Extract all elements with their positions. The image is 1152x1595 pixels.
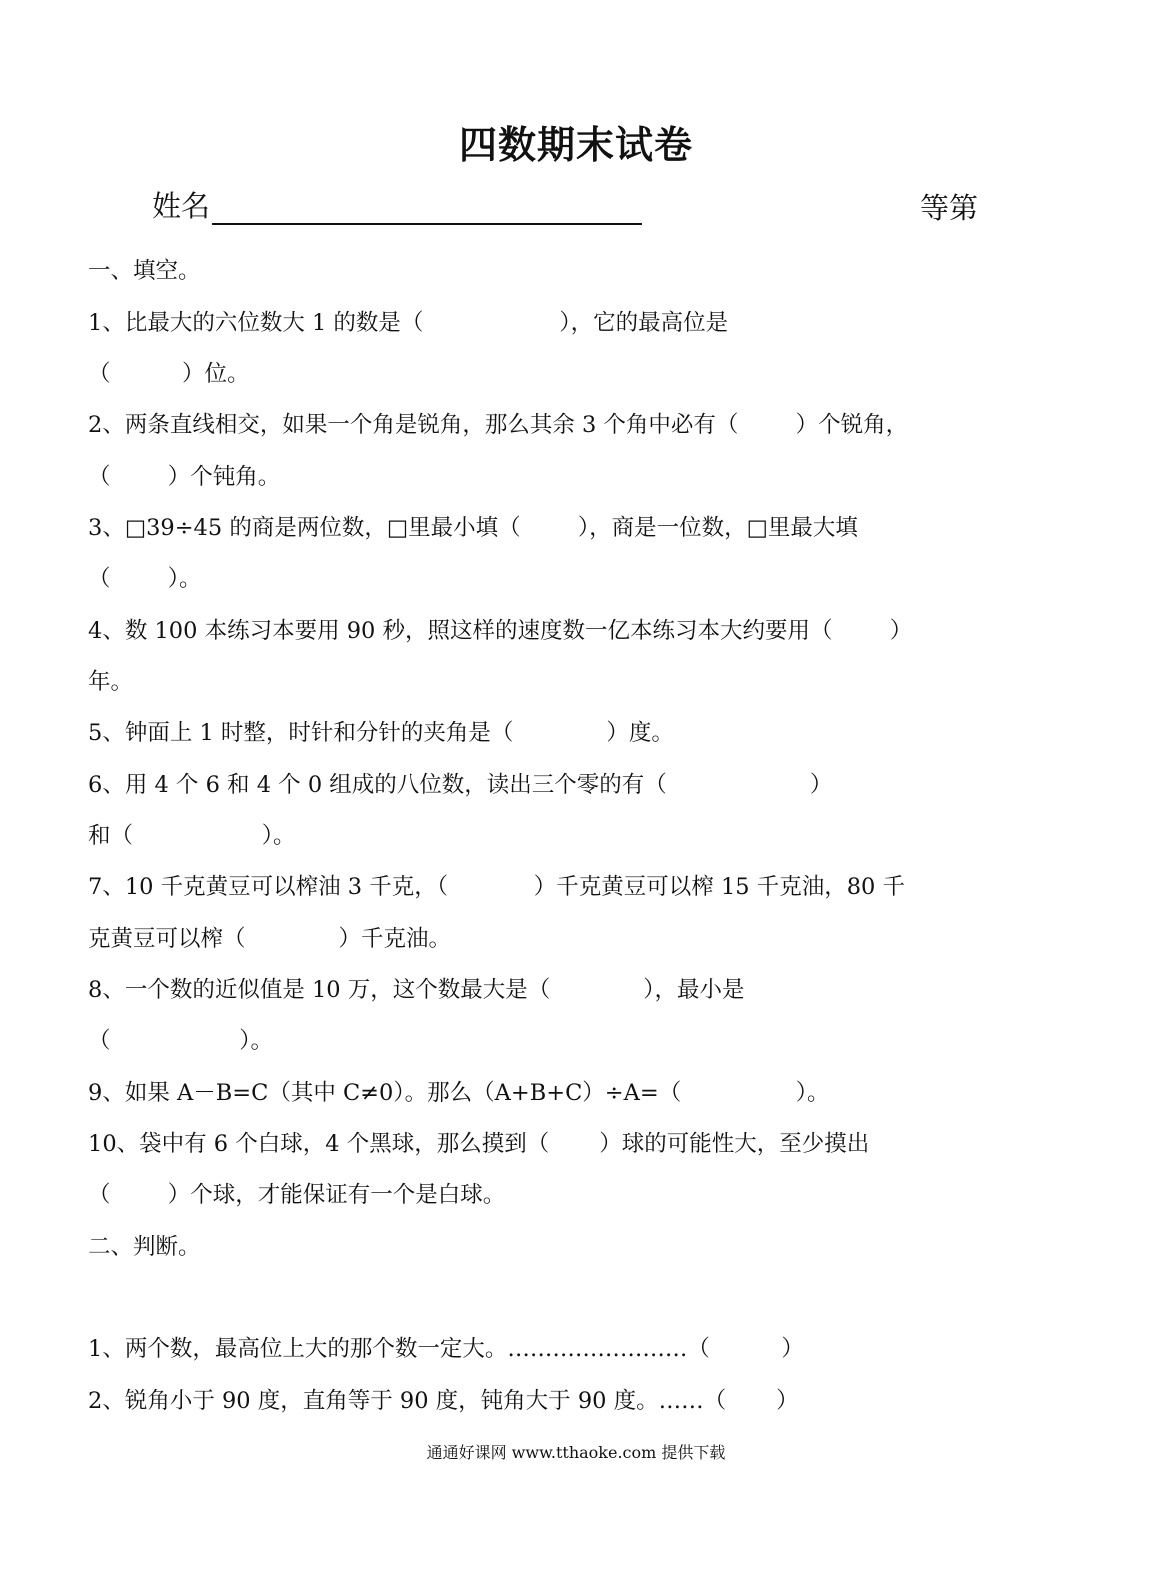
name-label: 姓名 [152, 189, 211, 223]
question-line: 6、用 4 个 6 和 4 个 0 组成的八位数，读出三个零的有（ ） [88, 772, 833, 798]
section-heading-judge: 二、判断。 [88, 1234, 201, 1260]
question-line: 1、两个数，最高位上大的那个数一定大。……………………（ ） [88, 1336, 804, 1362]
section-heading-fill: 一、填空。 [88, 258, 201, 284]
question-line: 和（ ）。 [88, 823, 296, 849]
question-line: 7、10 千克黄豆可以榨油 3 千克，（ ）千克黄豆可以榨 15 千克油，80 千 [88, 874, 906, 900]
question-line: 5、钟面上 1 时整，时针和分针的夹角是（ ）度。 [88, 720, 674, 746]
question-line: 1、比最大的六位数大 1 的数是（ ），它的最高位是 [88, 310, 729, 336]
question-line: 10、袋中有 6 个白球，4 个黑球，那么摸到（ ）球的可能性大，至少摸出 [88, 1131, 870, 1157]
name-blank-line[interactable] [212, 187, 642, 225]
question-line: （ ）。 [88, 1028, 273, 1054]
question-line: 8、一个数的近似值是 10 万，这个数最大是（ ），最小是 [88, 977, 745, 1003]
footer-source: 通通好课网 www.tthaoke.com 提供下载 [426, 1443, 726, 1462]
question-line: 4、数 100 本练习本要用 90 秒，照这样的速度数一亿本练习本大约要用（ ） [88, 618, 913, 644]
question-line: 2、锐角小于 90 度，直角等于 90 度，钝角大于 90 度。……（ ） [88, 1388, 799, 1414]
question-line: （ ）位。 [88, 361, 250, 387]
question-line: 9、如果 A－B=C（其中 C≠0）。那么（A+B+C）÷A=（ ）。 [88, 1080, 830, 1106]
question-line: 克黄豆可以榨（ ）千克油。 [88, 926, 451, 952]
name-row [152, 184, 642, 228]
question-line: 年。 [88, 669, 134, 695]
question-line: 2、两条直线相交，如果一个角是锐角，那么其余 3 个角中必有（ ）个锐角， [88, 412, 909, 438]
question-line: 3、□39÷45 的商是两位数，□里最小填（ ），商是一位数，□里最大填 [88, 515, 858, 541]
exam-title: 四数期末试卷 [458, 122, 693, 167]
question-line: （ ）个球，才能保证有一个是白球。 [88, 1182, 506, 1208]
grade-label: 等第 [920, 191, 979, 225]
question-line: （ ）个钝角。 [88, 464, 281, 490]
question-line: （ ）。 [88, 566, 202, 592]
